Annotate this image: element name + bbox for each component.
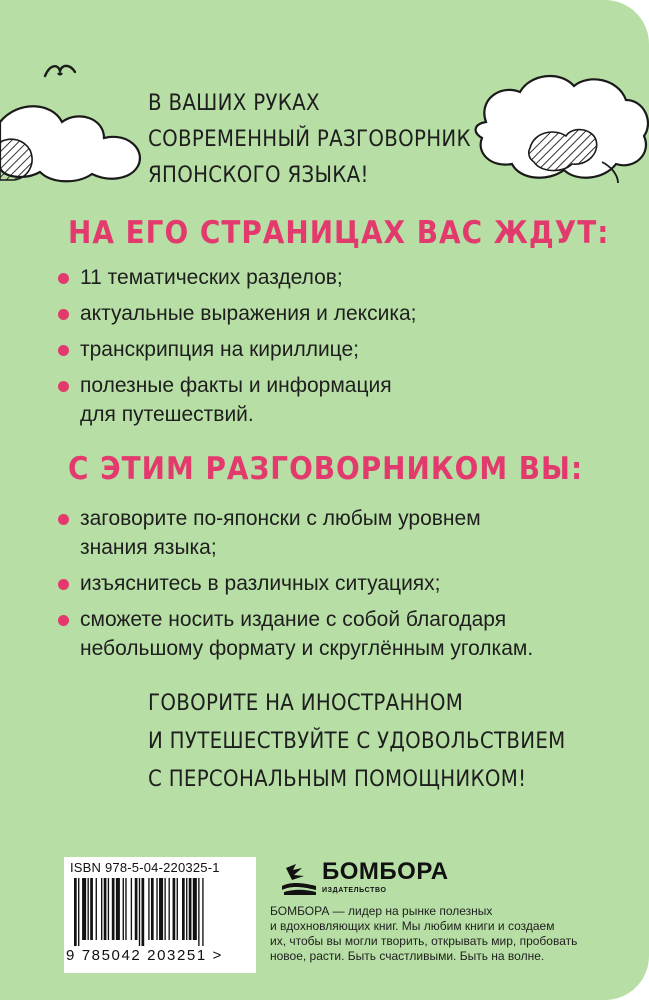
section-heading-benefits: С ЭТИМ РАЗГОВОРНИКОМ ВЫ: <box>68 451 584 487</box>
barcode-bar <box>135 878 138 940</box>
list-item: заговорите по-японски с любым уровнем знания языка; <box>58 504 618 562</box>
outro-line: ГОВОРИТЕ НА ИНОСТРАННОМ <box>148 691 464 716</box>
bullet-icon <box>58 309 69 320</box>
barcode-bar <box>90 878 93 940</box>
barcode-bar <box>96 878 97 940</box>
barcode-bar <box>193 878 197 940</box>
bullet-icon <box>58 579 69 590</box>
section-heading-pages: НА ЕГО СТРАНИЦАХ ВАС ЖДУТ: <box>68 215 610 251</box>
barcode-bar <box>101 878 102 940</box>
intro-line: ЯПОНСКОГО ЯЗЫКА! <box>148 163 369 188</box>
about-line: БОМБОРА — лидер на рынке полезных <box>270 904 493 918</box>
outro-text <box>148 685 566 799</box>
barcode-bar <box>82 878 86 940</box>
list-item: 11 тематических разделов; <box>58 263 618 292</box>
barcode-bar <box>159 878 163 940</box>
list-item: транскрипция на кириллице; <box>58 335 618 364</box>
barcode-bar <box>151 878 154 940</box>
publisher-about <box>270 904 600 964</box>
barcode-bar <box>164 878 165 940</box>
about-line: их, чтобы вы могли творить, открывать мир, пробовать <box>270 934 578 948</box>
publisher-subtitle: ИЗДАТЕЛЬСТВО <box>322 887 387 894</box>
intro-line: В ВАШИХ РУКАХ <box>148 91 320 116</box>
barcode-bar <box>189 878 192 940</box>
bullet-icon <box>58 514 69 525</box>
barcode-panel <box>64 857 256 973</box>
barcode-bar <box>202 878 203 946</box>
barcode-bar <box>74 878 77 946</box>
publisher-logo <box>280 858 449 894</box>
barcode-bar <box>123 878 124 940</box>
bullet-icon <box>58 381 69 392</box>
barcode-bar <box>148 878 149 940</box>
benefits-list <box>58 504 618 663</box>
hatched-cloud-icon <box>468 70 649 185</box>
list-item: изъяснитесь в различных ситуациях; <box>58 569 618 598</box>
about-line: новое, расти. Быть счастливыми. Быть на волне. <box>270 949 545 963</box>
barcode-bar <box>88 878 89 940</box>
barcode-bar <box>78 878 79 946</box>
list-item: актуальные выражения и лексика; <box>58 299 618 328</box>
barcode-bar <box>125 878 126 940</box>
barcode-bar <box>116 878 120 940</box>
barcode-bar <box>169 878 170 940</box>
bird-icon <box>42 60 78 82</box>
bullet-icon <box>58 615 69 626</box>
outro-line: С ПЕРСОНАЛЬНЫМ ПОМОЩНИКОМ! <box>148 767 527 792</box>
barcode-digits: 9 785042 203251 > <box>66 947 223 964</box>
list-item: полезные факты и информация для путешествий. <box>58 371 618 429</box>
barcode-bar <box>112 878 115 940</box>
barcode-icon <box>70 878 250 946</box>
barcode-bar <box>139 878 140 946</box>
barcode-bar <box>186 878 187 940</box>
intro-line: СОВРЕМЕННЫЙ РАЗГОВОРНИК <box>148 127 471 152</box>
barcode-bar <box>131 878 132 940</box>
barcode-bar <box>173 878 176 940</box>
publisher-logo-icon <box>280 858 318 896</box>
barcode-bar <box>142 878 145 946</box>
barcode-bar <box>156 878 157 940</box>
barcode-bar <box>198 878 199 946</box>
outro-line: И ПУТЕШЕСТВУЙТЕ С УДОВОЛЬСТВИЕМ <box>148 729 566 754</box>
barcode-bar <box>177 878 178 940</box>
isbn-number: ISBN 978-5-04-220325-1 <box>70 860 220 875</box>
bullet-icon <box>58 273 69 284</box>
publisher-name: БОМБОРА <box>322 858 449 885</box>
barcode-bar <box>108 878 109 940</box>
pages-feature-list <box>58 263 618 429</box>
intro-text <box>148 86 471 194</box>
bullet-icon <box>58 345 69 356</box>
list-item: сможете носить издание с собой благодаря небольшому формату и скруглённым уголкам. <box>58 605 618 663</box>
about-line: и вдохновляющих книг. Мы любим книги и создаем <box>270 919 555 933</box>
cloud-icon <box>0 92 150 187</box>
barcode-bar <box>182 878 185 940</box>
barcode-bar <box>104 878 107 940</box>
